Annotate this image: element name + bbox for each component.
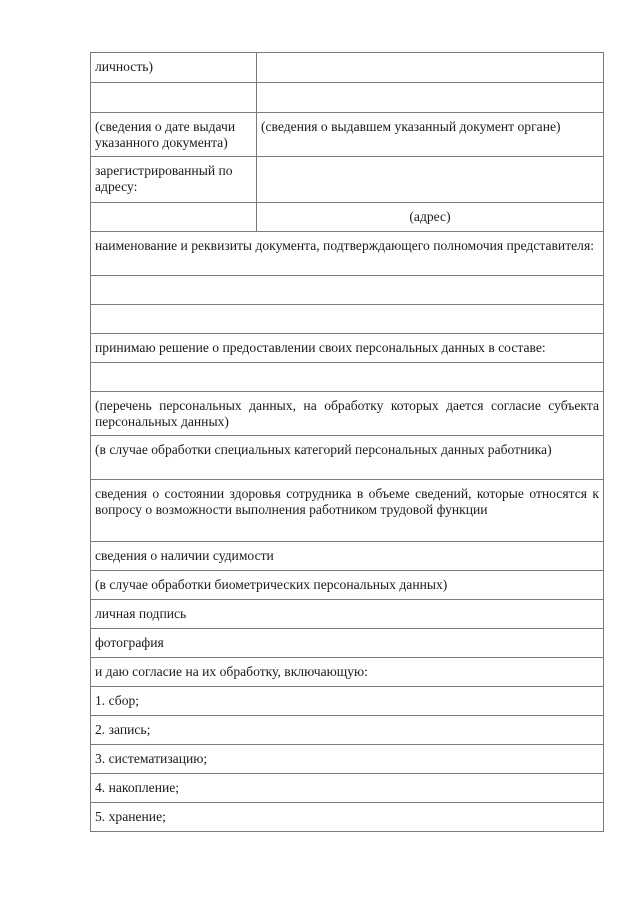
table-row [91, 157, 604, 203]
table-row [91, 276, 604, 305]
signature-item: личная подпись [91, 600, 604, 629]
table-row [91, 363, 604, 392]
biometric-caption: (в случае обработки биометрических персональных данных) [91, 571, 604, 600]
registered-address-field[interactable] [257, 157, 604, 203]
processing-item-accumulation: 4. накопление; [91, 774, 604, 803]
table-row [91, 600, 604, 629]
address-extra-field[interactable] [91, 203, 257, 232]
document-number-field[interactable] [91, 83, 257, 113]
personal-data-list-caption: (перечень персональных данных, на обработку которых дается согласие субъекта персональных данных) [91, 392, 604, 436]
health-info-item: сведения о состоянии здоровья сотрудника в объеме сведений, которые относятся к вопросу о возможности выполнения работником трудовой функции [91, 480, 604, 542]
document-issuer-field[interactable] [257, 83, 604, 113]
table-row [91, 803, 604, 832]
table-row [91, 774, 604, 803]
table-row [91, 334, 604, 363]
processing-consent-text: и даю согласие на их обработку, включающую: [91, 658, 604, 687]
processing-item-storage: 5. хранение; [91, 803, 604, 832]
table-row [91, 542, 604, 571]
representative-doc-field-1[interactable] [91, 276, 604, 305]
table-row [91, 305, 604, 334]
table-row [91, 113, 604, 157]
table-row [91, 687, 604, 716]
table-row [91, 436, 604, 480]
table-row [91, 232, 604, 276]
table-row [91, 658, 604, 687]
identity-doc-label: личность) [91, 53, 257, 83]
table-row [91, 53, 604, 83]
special-categories-caption: (в случае обработки специальных категорий персональных данных работника) [91, 436, 604, 480]
criminal-record-item: сведения о наличии судимости [91, 542, 604, 571]
processing-item-collection: 1. сбор; [91, 687, 604, 716]
processing-item-recording: 2. запись; [91, 716, 604, 745]
table-row [91, 745, 604, 774]
representative-authority-label: наименование и реквизиты документа, подтверждающего полномочия представителя: [91, 232, 604, 276]
identity-doc-value[interactable] [257, 53, 604, 83]
table-row [91, 392, 604, 436]
issue-date-caption: (сведения о дате выдачи указанного документа) [91, 113, 257, 157]
table-row [91, 629, 604, 658]
photo-item: фотография [91, 629, 604, 658]
table-row [91, 716, 604, 745]
consent-form-table [90, 52, 604, 832]
personal-data-list-field[interactable] [91, 363, 604, 392]
registered-address-label: зарегистрированный по адресу: [91, 157, 257, 203]
personal-data-decision-text: принимаю решение о предоставлении своих персональных данных в составе: [91, 334, 604, 363]
table-row [91, 480, 604, 542]
processing-item-systematization: 3. систематизацию; [91, 745, 604, 774]
table-row [91, 571, 604, 600]
issuing-authority-caption: (сведения о выдавшем указанный документ органе) [257, 113, 604, 157]
table-row [91, 83, 604, 113]
address-caption: (адрес) [257, 203, 604, 232]
representative-doc-field-2[interactable] [91, 305, 604, 334]
table-row [91, 203, 604, 232]
